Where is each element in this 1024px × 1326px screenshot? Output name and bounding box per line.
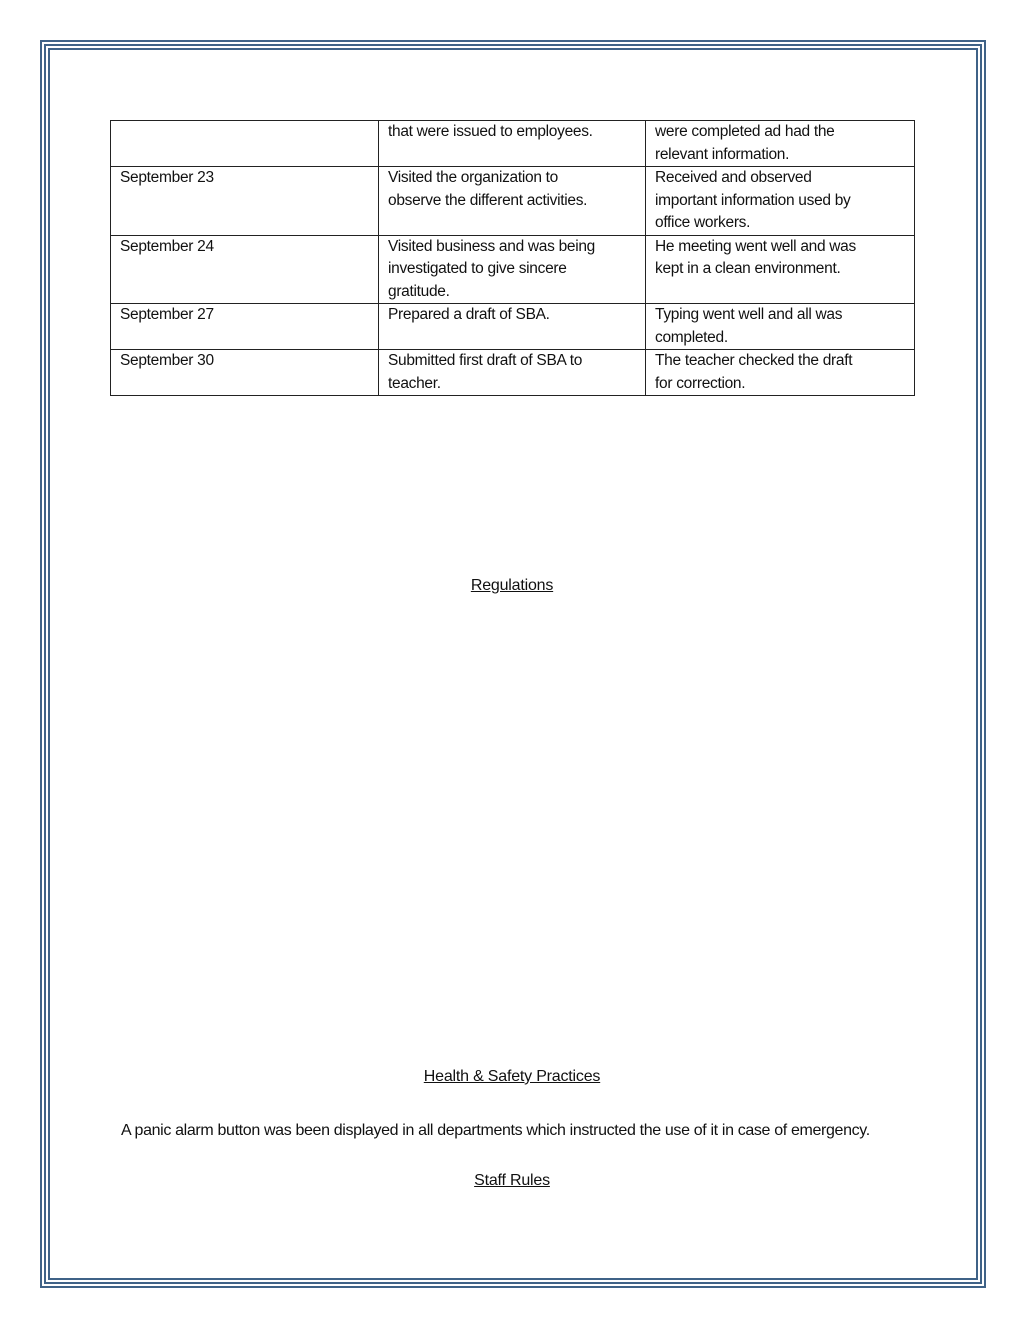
activity-cell: that were issued to employees.	[379, 121, 646, 167]
health-safety-paragraph: A panic alarm button was been displayed in all departments which instructed the use of it in case of emergency.	[121, 1122, 870, 1139]
outcome-cell: Typing went well and all was completed.	[646, 304, 915, 350]
activity-cell: Submitted first draft of SBA to teacher.	[379, 350, 646, 396]
activity-cell: Visited business and was being investigated to give sincere gratitude.	[379, 235, 646, 304]
date-cell: September 23	[111, 167, 379, 236]
table-row	[111, 350, 915, 396]
outcome-cell: Received and observed important information used by office workers.	[646, 167, 915, 236]
health-safety-heading: Health & Safety Practices	[423, 1068, 601, 1085]
date-cell: September 30	[111, 350, 379, 396]
date-cell: September 24	[111, 235, 379, 304]
date-cell: September 27	[111, 304, 379, 350]
activity-log-table	[110, 120, 915, 396]
outcome-cell: He meeting went well and was kept in a clean environment.	[646, 235, 915, 304]
date-cell	[111, 121, 379, 167]
activity-cell: Visited the organization to observe the different activities.	[379, 167, 646, 236]
activity-cell: Prepared a draft of SBA.	[379, 304, 646, 350]
outcome-cell: were completed ad had the relevant information.	[646, 121, 915, 167]
outcome-cell: The teacher checked the draft for correction.	[646, 350, 915, 396]
table-row	[111, 121, 915, 167]
regulations-heading: Regulations	[470, 577, 554, 594]
table-row	[111, 167, 915, 236]
table-row	[111, 235, 915, 304]
staff-rules-heading: Staff Rules	[474, 1172, 550, 1189]
table-row	[111, 304, 915, 350]
